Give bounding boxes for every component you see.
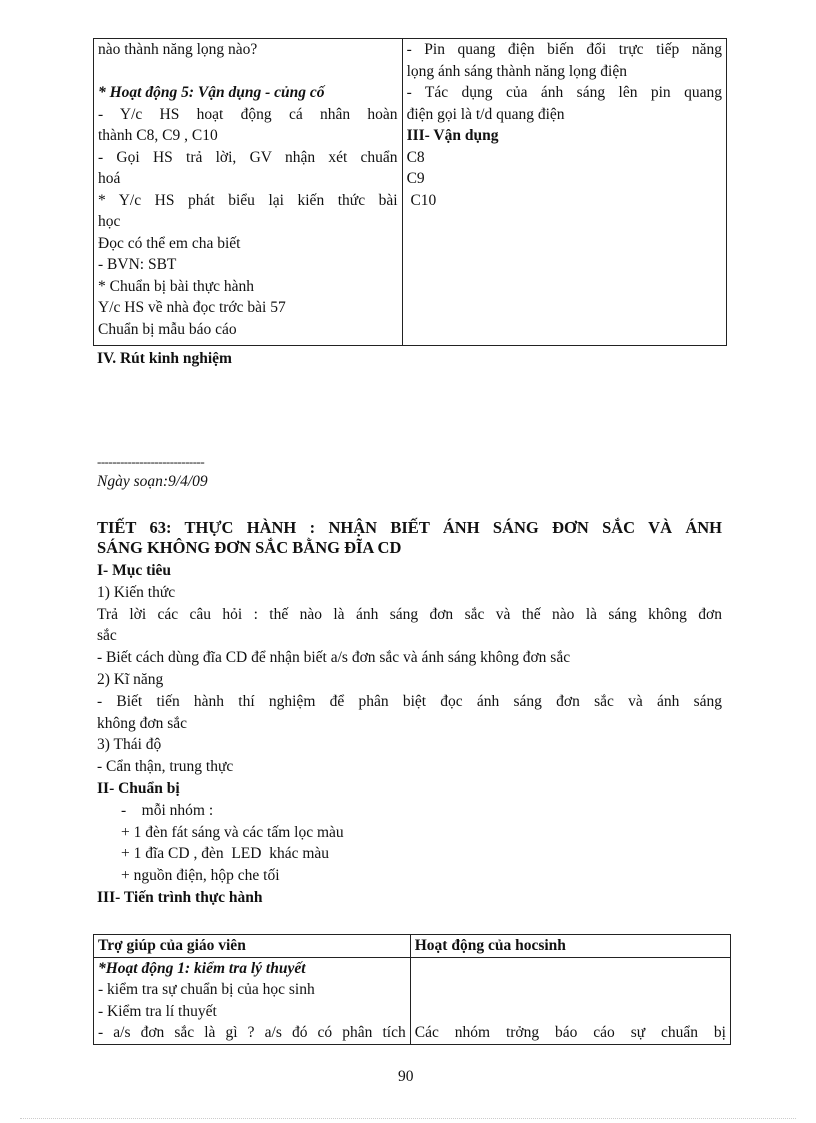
top-table	[93, 38, 727, 346]
text-line: - Biết cách dùng đĩa CD để nhận biết a/s đơn sắc và ánh sáng không đơn sắc	[97, 649, 571, 667]
text-line: - BVN: SBT	[98, 256, 177, 273]
separator-line: ----------------------------	[97, 454, 205, 469]
text-line: - a/s đơn sắc là gì ? a/s đó có phân tích	[98, 1024, 406, 1041]
text-line: C8	[406, 148, 425, 166]
header-right: Hoạt động của hocsinh	[410, 935, 730, 958]
text-line: hoá	[98, 170, 121, 187]
rut-kinh-nghiem-heading: IV. Rút kinh nghiệm	[97, 350, 232, 367]
section-heading: III- Vận dụng	[406, 127, 499, 144]
page-number: 90	[398, 1068, 414, 1085]
subheading: 2) Kĩ năng	[97, 670, 164, 688]
activity-heading: * Hoạt động 5: Vận dụng - củng cố	[98, 84, 325, 101]
list-item: - mỗi nhóm :	[121, 801, 214, 819]
page-edge	[20, 1118, 796, 1119]
section-heading: III- Tiến trình thực hành	[97, 888, 263, 906]
list-item: + 1 đĩa CD , đèn LED khác màu	[121, 845, 330, 863]
text-line: - Biết tiến hành thí nghiệm để phân biệt đọc ánh sáng đơn sắc và ánh sáng	[97, 692, 722, 710]
text-line: lọng ánh sáng thành năng lọng điện	[406, 62, 627, 80]
text-line: học	[98, 213, 121, 230]
text-line: - Gọi HS trả lời, GV nhận xét chuẩn	[98, 148, 398, 166]
text-line: Chuẩn bị mẫu báo cáo	[98, 320, 237, 338]
lesson-title	[97, 518, 722, 558]
bottom-table	[93, 934, 731, 1045]
text-line: - Tác dụng của ánh sáng lên pin quang	[406, 84, 722, 101]
title-line-2: SÁNG KHÔNG ĐƠN SẮC BẰNG ĐĨA CD	[97, 538, 402, 557]
list-item: + 1 đèn fát sáng và các tấm lọc màu	[121, 823, 344, 841]
text-line: nào thành năng lọng nào?	[98, 41, 258, 58]
section-heading: I- Mục tiêu	[97, 562, 172, 579]
text-line: C10	[406, 191, 437, 209]
header-left: Trợ giúp của giáo viên	[94, 935, 411, 958]
list-item: + nguồn điện, hộp che tối	[121, 867, 280, 885]
text-line: sắc	[97, 627, 117, 645]
objectives-section	[97, 560, 722, 909]
text-line: Y/c HS về nhà đọc trớc bài 57	[98, 299, 286, 316]
text-line: - kiểm tra sự chuẩn bị của học sinh	[98, 981, 315, 998]
top-table-left-cell	[94, 39, 403, 346]
bottom-table-left-cell	[94, 957, 411, 1044]
text-line: - Kiểm tra lí thuyết	[98, 1002, 217, 1020]
activity-heading: *Hoạt động 1: kiểm tra lý thuyết	[98, 959, 306, 977]
text-line: - Y/c HS hoạt động cá nhân hoàn	[98, 105, 398, 123]
subheading: 3) Thái độ	[97, 736, 162, 754]
title-line-1: TIẾT 63: THỰC HÀNH : NHẬN BIẾT ÁNH SÁNG ĐƠN SẮC VÀ ÁNH	[97, 518, 722, 537]
text-line: Trả lời các câu hỏi : thế nào là ánh sáng đơn sắc và thế nào là sáng không đơn	[97, 605, 722, 623]
text-line: * Y/c HS phát biểu lại kiến thức bài	[98, 191, 398, 209]
text-line: C9	[406, 170, 425, 187]
text-line: điện gọi là t/d quang điện	[406, 105, 565, 123]
section-heading: II- Chuẩn bị	[97, 779, 180, 797]
subheading: 1) Kiến thức	[97, 583, 176, 601]
ngay-soan: Ngày soạn:9/4/09	[97, 473, 208, 490]
text-line: không đơn sắc	[97, 714, 187, 732]
text-line: - Pin quang điện biến đổi trực tiếp năng	[406, 41, 722, 58]
text-line: Các nhóm trởng báo cáo sự chuẩn bị	[414, 1024, 726, 1041]
top-table-right-cell	[402, 39, 726, 346]
bottom-table-right-cell	[410, 957, 730, 1044]
text-line: - Cẩn thận, trung thực	[97, 758, 234, 776]
text-line: thành C8, C9 , C10	[98, 127, 218, 144]
text-line: * Chuẩn bị bài thực hành	[98, 277, 255, 295]
text-line: Đọc có thể em cha biết	[98, 234, 241, 252]
text-line	[98, 61, 398, 83]
